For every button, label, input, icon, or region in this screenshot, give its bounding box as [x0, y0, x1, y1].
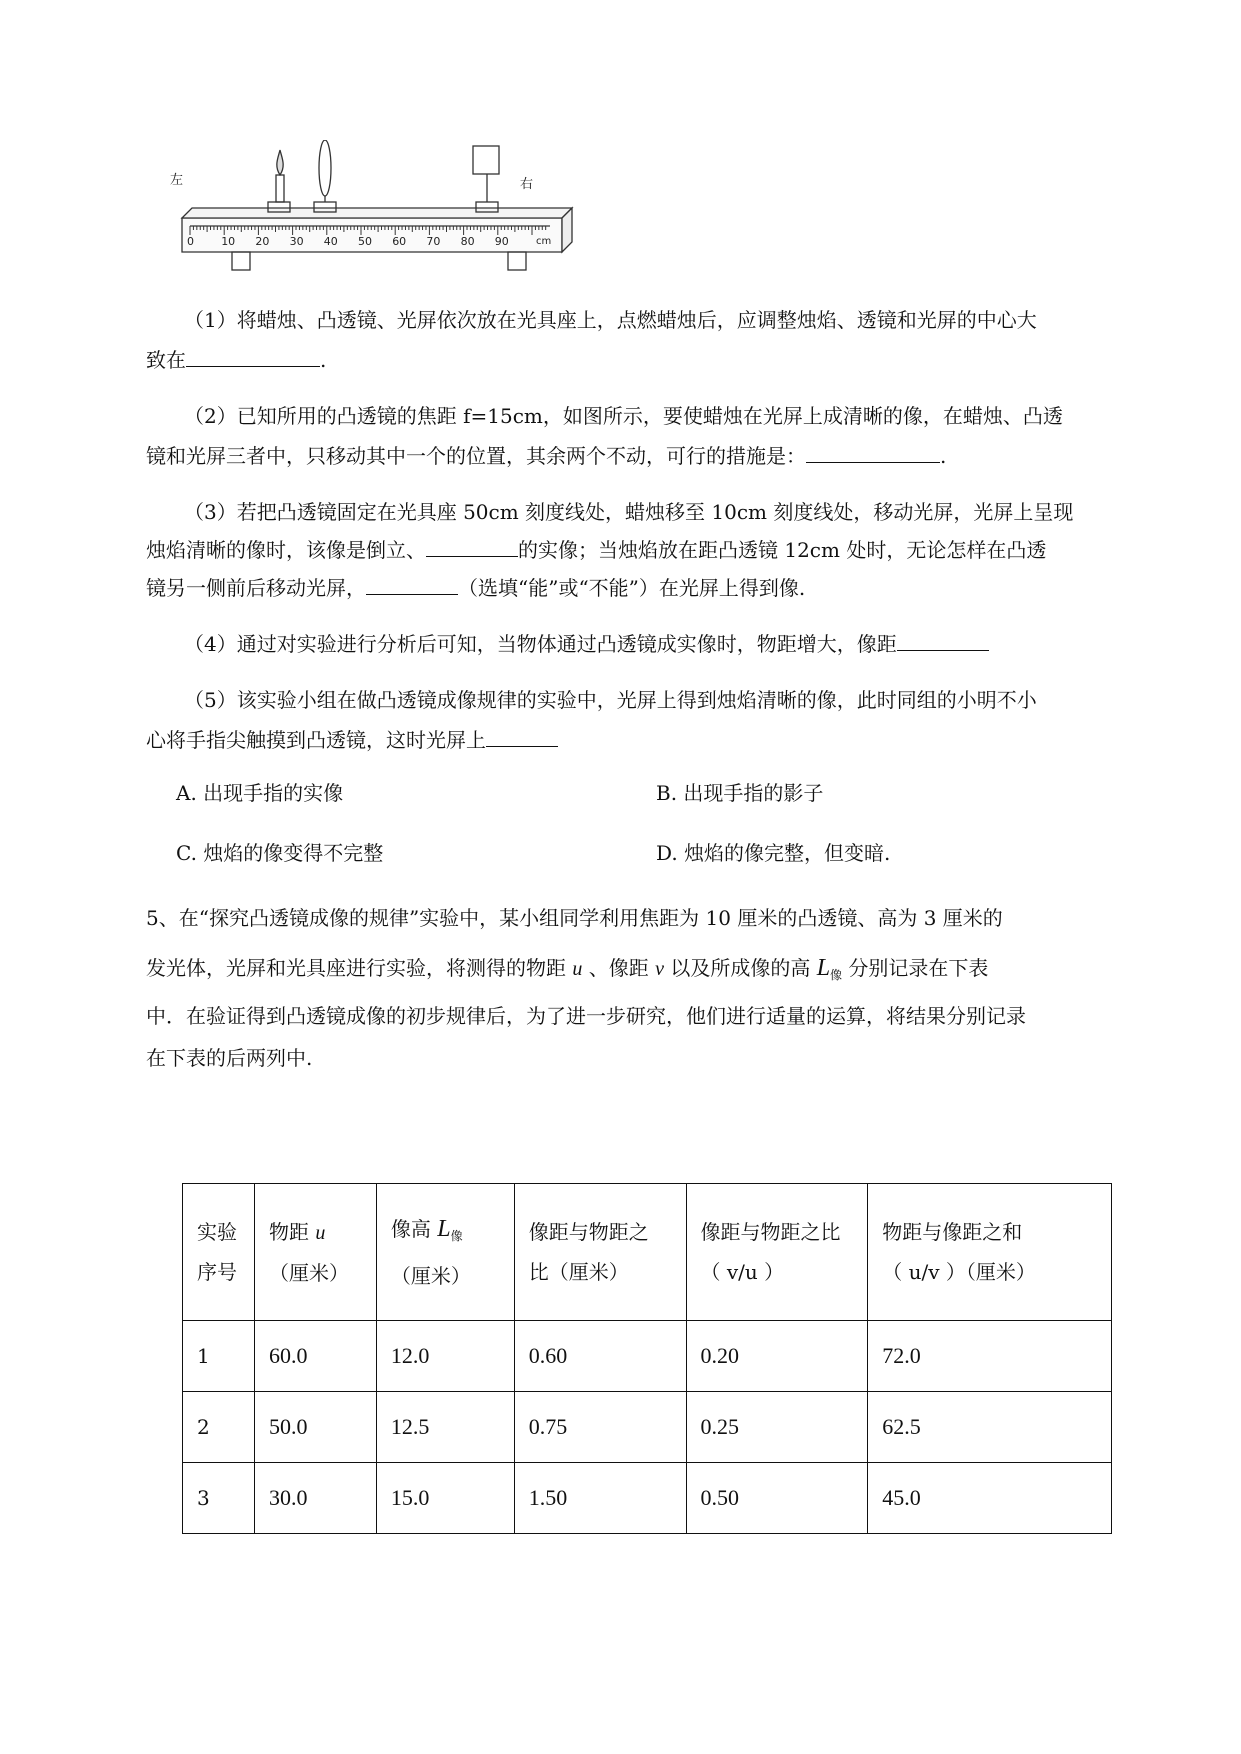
p5-line2	[146, 948, 1136, 995]
q3-line2	[146, 530, 1136, 570]
table-cell: 0.50	[686, 1463, 868, 1534]
q3-line3	[146, 568, 1136, 608]
q3-blank-2	[366, 572, 458, 595]
q3-line3-text-a: 镜另一侧前后移动光屏，	[146, 576, 366, 600]
table-cell: 3	[183, 1463, 255, 1534]
header-sum-col6: 物距与像距之和 （ u/v ）（厘米）	[868, 1184, 1112, 1321]
scale-tick-label: 80	[460, 235, 475, 248]
scale-tick-label: 90	[494, 235, 509, 248]
scale-tick-label: 70	[426, 235, 441, 248]
scale-tick-label: 50	[358, 235, 372, 248]
q2-period: .	[940, 444, 947, 468]
q3-line2-text-a: 烛焰清晰的像时，该像是倒立、	[146, 538, 426, 562]
q1-blank	[186, 344, 320, 367]
q5-line2-text: 心将手指尖触摸到凸透镜，这时光屏上	[146, 728, 486, 752]
table-header-row	[183, 1184, 1112, 1321]
data-table	[182, 1183, 1112, 1534]
table-row	[183, 1392, 1112, 1463]
table-cell: 2	[183, 1392, 255, 1463]
option-d: D. 烛焰的像完整，但变暗.	[656, 841, 891, 865]
q1-line2	[146, 340, 1136, 380]
table-cell: 0.20	[686, 1321, 868, 1392]
table-cell: 15.0	[376, 1463, 514, 1534]
q1-line2-text: 致在	[146, 348, 186, 372]
q1-period: .	[320, 348, 327, 372]
table-cell: 12.0	[376, 1321, 514, 1392]
p5-line3: 中．在验证得到凸透镜成像的初步规律后，为了进一步研究，他们进行适量的运算，将结果分别记录	[146, 1004, 1026, 1028]
var-u: u	[572, 958, 583, 980]
table-cell: 30.0	[254, 1463, 376, 1534]
q5-line1: （5）该实验小组在做凸透镜成像规律的实验中，光屏上得到烛焰清晰的像，此时同组的小明不小	[184, 688, 1037, 712]
table-cell: 50.0	[254, 1392, 376, 1463]
header-object-distance: 物距 u （厘米）	[254, 1184, 376, 1321]
header-image-height: 像高 $L_像$ （厘米）	[376, 1184, 514, 1321]
table-cell: 1	[183, 1321, 255, 1392]
table-cell: 72.0	[868, 1321, 1112, 1392]
q4-blank	[897, 628, 989, 651]
scale-tick-label: 60	[392, 235, 407, 248]
unit-label: cm	[536, 236, 552, 247]
scale-tick-label: 40	[323, 235, 338, 248]
table-cell: 0.75	[514, 1392, 686, 1463]
option-a: A. 出现手指的实像	[176, 781, 344, 805]
table-cell: 45.0	[868, 1463, 1112, 1534]
q5-line2	[146, 720, 1136, 760]
p5-line4: 在下表的后两列中.	[146, 1046, 313, 1070]
option-b: B. 出现手指的影子	[656, 781, 824, 805]
q2-line2-text: 镜和光屏三者中，只移动其中一个的位置，其余两个不动，可行的措施是：	[146, 444, 806, 468]
p5-line2-a: 发光体，光屏和光具座进行实验，将测得的物距	[146, 956, 566, 980]
p5-line2-c: 以及所成像的高	[670, 956, 811, 980]
table-cell: 12.5	[376, 1392, 514, 1463]
optical-bench-figure	[170, 140, 620, 310]
table-cell: 60.0	[254, 1321, 376, 1392]
table-cell: 0.60	[514, 1321, 686, 1392]
p5-line1: 5、在“探究凸透镜成像的规律”实验中，某小组同学利用焦距为 10 厘米的凸透镜、高为 3 厘米的	[146, 906, 1003, 930]
q3-line2-text-b: 的实像；当烛焰放在距凸透镜 12cm 处时，无论怎样在凸透	[518, 538, 1047, 562]
option-c: C. 烛焰的像变得不完整	[176, 841, 384, 865]
table-cell: 62.5	[868, 1392, 1112, 1463]
q2-line1: （2）已知所用的凸透镜的焦距 f=15cm，如图所示，要使蜡烛在光屏上成清晰的像，在蜡烛、凸透	[184, 404, 1063, 428]
q3-blank-1	[426, 534, 518, 557]
scale-tick-label: 10	[221, 235, 236, 248]
var-l-sub: 像	[830, 968, 843, 982]
q1-line1: （1）将蜡烛、凸透镜、光屏依次放在光具座上，点燃蜡烛后，应调整烛焰、透镜和光屏的中心大	[184, 308, 1037, 332]
header-ratio-col4: 像距与物距之 比（厘米）	[514, 1184, 686, 1321]
var-l: L	[816, 955, 831, 981]
q2-line2	[146, 436, 1136, 476]
right-label: 右	[520, 177, 534, 192]
scale-tick-label: 0	[187, 235, 194, 248]
scale-tick-label: 20	[255, 235, 270, 248]
header-trial: 实验 序号	[183, 1184, 255, 1321]
table-row	[183, 1463, 1112, 1534]
p5-line2-b: 、像距	[588, 956, 649, 980]
left-label: 左	[170, 173, 184, 188]
q3-line3-text-b: （选填“能”或“不能”）在光屏上得到像.	[458, 576, 806, 600]
table-cell: 1.50	[514, 1463, 686, 1534]
p5-line2-d: 分别记录在下表	[848, 956, 989, 980]
table-row	[183, 1321, 1112, 1392]
header-ratio-col5: 像距与物距之比 （ v/u ）	[686, 1184, 868, 1321]
table-cell: 0.25	[686, 1392, 868, 1463]
q4-text: （4）通过对实验进行分析后可知，当物体通过凸透镜成实像时，物距增大，像距	[184, 632, 897, 656]
q3-line1: （3）若把凸透镜固定在光具座 50cm 刻度线处，蜡烛移至 10cm 刻度线处，移动光屏，光屏上呈现	[184, 500, 1074, 524]
q5-blank	[486, 724, 558, 747]
q2-blank	[806, 440, 940, 463]
var-v: v	[655, 958, 664, 980]
scale-tick-label: 30	[289, 235, 304, 248]
q4-line1	[146, 624, 1174, 664]
